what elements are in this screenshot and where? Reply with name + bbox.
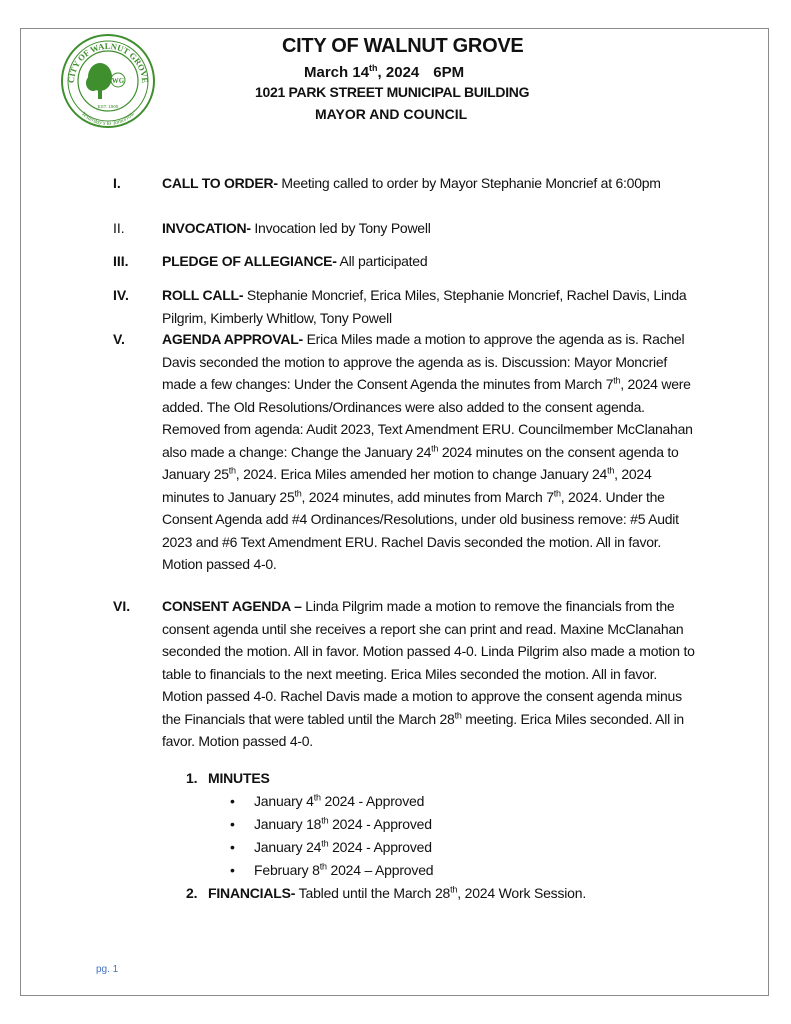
- list-item: • January 24th 2024 - Approved: [230, 838, 432, 855]
- list-item: • January 18th 2024 - Approved: [230, 815, 432, 832]
- meeting-time: 6PM: [433, 64, 465, 81]
- sub-item-minutes: 1. MINUTES: [186, 770, 270, 786]
- meeting-date: March 14th, 2024 6PM: [304, 63, 465, 81]
- list-item: • February 8th 2024 – Approved: [230, 861, 434, 878]
- svg-text:Yesterday's to Tomorrow: [80, 111, 136, 127]
- sub-item-financials: 2. FINANCIALS- Tabled until the March 28th, 2024 Work Session.: [186, 884, 587, 901]
- page-title: CITY OF WALNUT GROVE: [282, 35, 524, 57]
- meeting-body: MAYOR AND COUNCIL: [315, 106, 468, 122]
- seal-ring-text: CITY OF WALNUT GROVE: [65, 40, 151, 84]
- seal-est-text: EST. 1905: [97, 104, 119, 109]
- city-seal-logo: [60, 33, 156, 129]
- seal-center-text: WG: [111, 77, 125, 85]
- page-number: pg. 1: [96, 964, 119, 975]
- meeting-address: 1021 PARK STREET MUNICIPAL BUILDING: [255, 84, 530, 100]
- list-item: • January 4th 2024 - Approved: [230, 792, 425, 809]
- seal-motto: Yesterday's to Tomorrow: [80, 111, 136, 128]
